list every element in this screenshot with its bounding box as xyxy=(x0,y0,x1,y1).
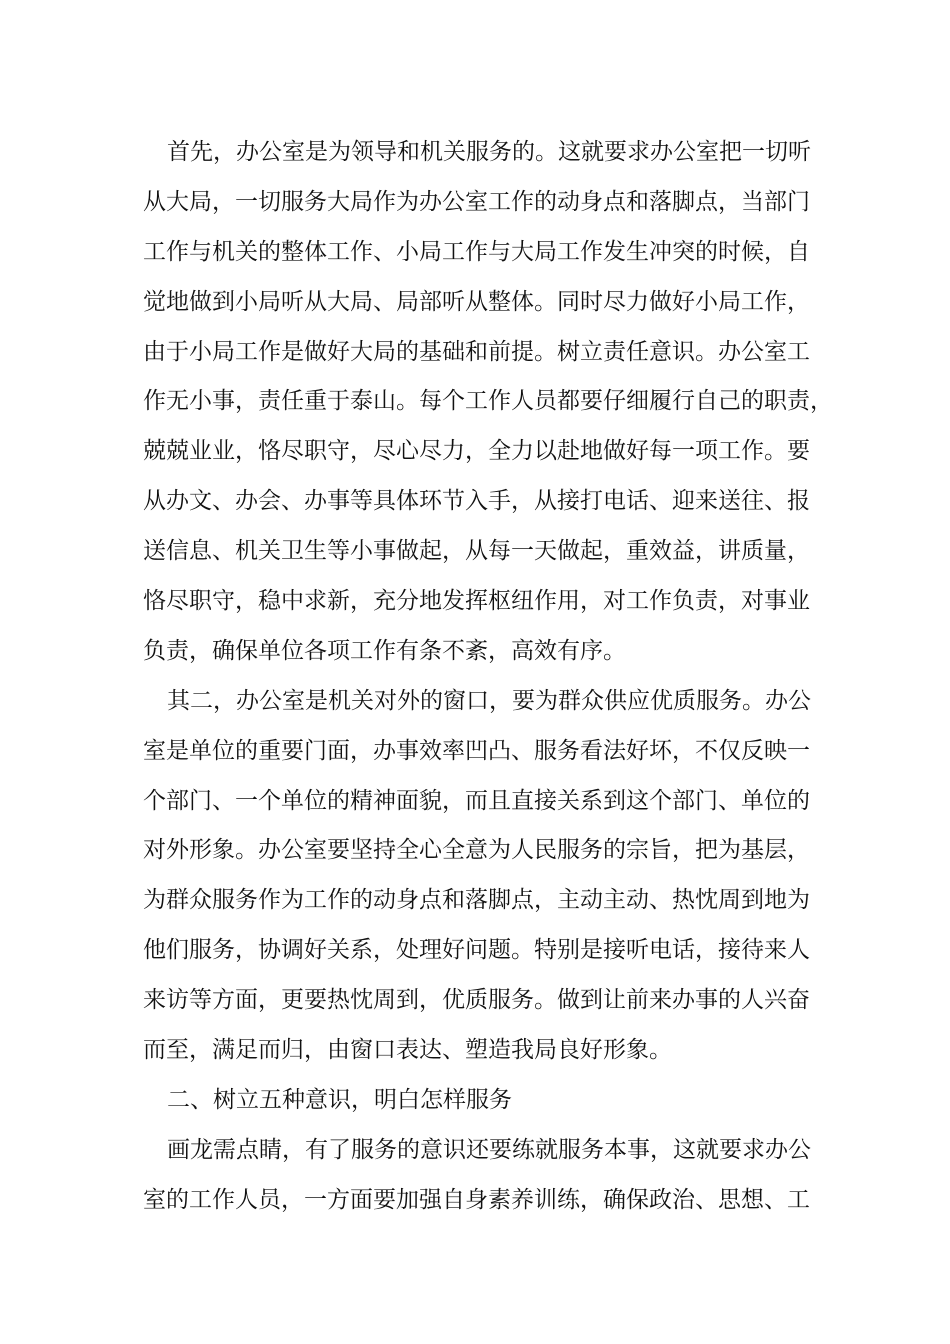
text-line: 兢兢业业，恪尽职守，尽心尽力，全力以赴地做好每一项工作。要 xyxy=(143,438,810,465)
text-line: 画龙需点睛，有了服务的意识还要练就服务本事，这就要求办公 xyxy=(167,1136,811,1163)
text-line: 其二，办公室是机关对外的窗口，要为群众供应优质服务。办公 xyxy=(167,687,811,714)
text-line: 首先，办公室是为领导和机关服务的。这就要求办公室把一切听 xyxy=(167,139,811,165)
text-line: 室是单位的重要门面，办事效率凹凸、服务看法好坏，不仅反映一 xyxy=(143,737,810,764)
text-line: 从办文、办会、办事等具体环节入手，从接打电话、迎来送往、报 xyxy=(143,488,810,515)
text-line: 个部门、一个单位的精神面貌，而且直接关系到这个部门、单位的 xyxy=(143,787,810,814)
text-line: 恪尽职守，稳中求新，充分地发挥枢纽作用，对工作负责，对事业 xyxy=(143,588,810,615)
document-body xyxy=(143,128,843,1226)
text-line: 对外形象。办公室要坚持全心全意为人民服务的宗旨，把为基层， xyxy=(143,837,810,864)
text-line: 送信息、机关卫生等小事做起，从每一天做起，重效益，讲质量， xyxy=(143,538,810,565)
text-line: 觉地做到小局听从大局、局部听从整体。同时尽力做好小局工作， xyxy=(143,288,810,315)
text-line: 室的工作人员，一方面要加强自身素养训练，确保政治、思想、工 xyxy=(143,1186,810,1213)
section-heading: 二、树立五种意识，明白怎样服务 xyxy=(167,1086,512,1113)
text-line: 从大局，一切服务大局作为办公室工作的动身点和落脚点，当部门 xyxy=(143,188,810,215)
text-line: 由于小局工作是做好大局的基础和前提。树立责任意识。办公室工 xyxy=(143,338,810,365)
text-line: 而至，满足而归，由窗口表达、塑造我局良好形象。 xyxy=(143,1037,672,1064)
text-line: 工作与机关的整体工作、小局工作与大局工作发生冲突的时候，自 xyxy=(143,238,810,265)
text-line: 为群众服务作为工作的动身点和落脚点，主动主动、热忱周到地为 xyxy=(143,887,810,914)
text-line: 来访等方面，更要热忱周到，优质服务。做到让前来办事的人兴奋 xyxy=(143,987,810,1014)
text-line: 负责，确保单位各项工作有条不紊，高效有序。 xyxy=(143,637,626,664)
text-line: 他们服务，协调好关系，处理好问题。特别是接听电话，接待来人 xyxy=(143,937,810,964)
text-line: 作无小事，责任重于泰山。每个工作人员都要仔细履行自己的职责， xyxy=(143,388,833,415)
